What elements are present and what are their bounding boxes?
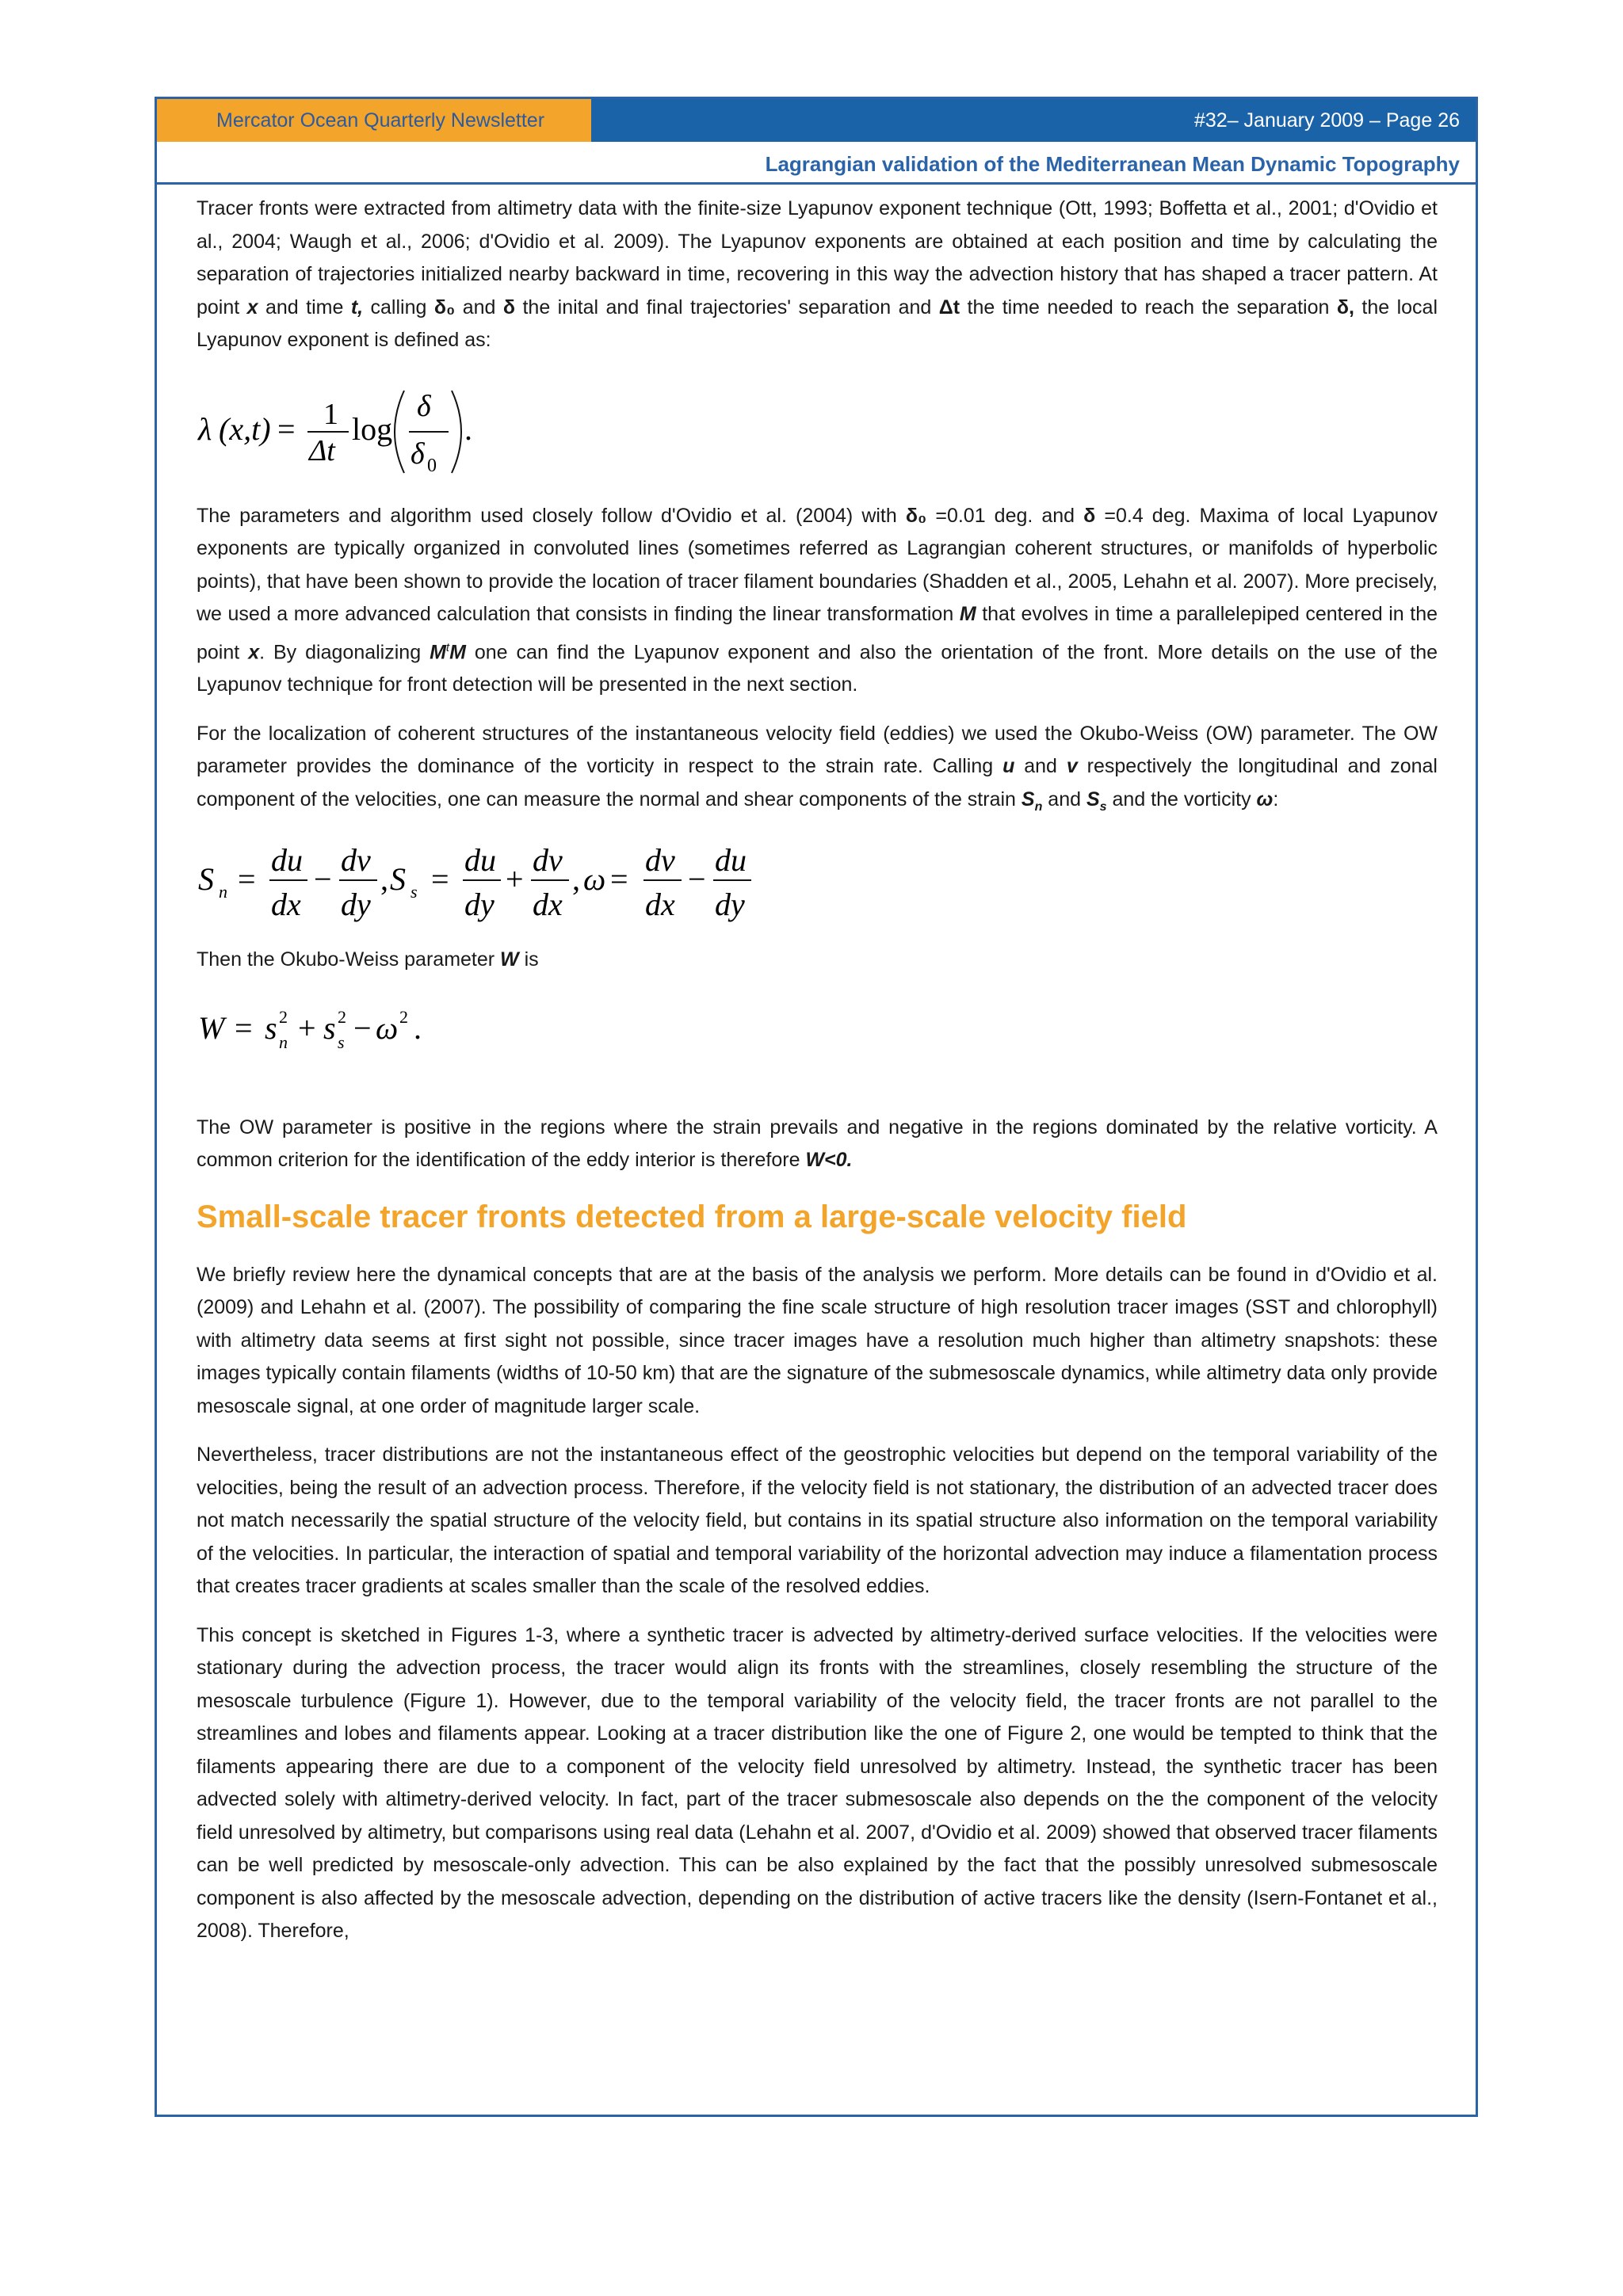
eq-equals: = <box>277 410 296 447</box>
eq-sup-2b: 2 <box>338 1006 346 1027</box>
page-frame <box>155 97 1478 2117</box>
eq-dx-3: dx <box>645 887 675 923</box>
eq-log: log <box>352 410 393 447</box>
eq-sup-2a: 2 <box>279 1006 288 1027</box>
eq-sub-zero: 0 <box>427 455 437 476</box>
eq-equals-2: = <box>431 861 449 898</box>
header-bar <box>157 99 1476 142</box>
eq-equals-1: = <box>238 861 256 898</box>
paragraph-temporal-variability: Nevertheless, tracer distributions are not the instantaneous effect of the geostrophic velocities but depend on the temporal variability of the velocities, being the result of an advection process. Therefore, if the velocity field is not stationary, the distribution of an advected tracer does not match necessarily the spatial structure of the velocity field, but contains in its spatial structure also information on the temporal variability of the velocities. In particular, the interaction of spatial and temporal variability of the horizontal advection may induce a filamentation process that creates tracer gradients at scales smaller than the scale of the resolved eddies. <box>197 1444 1438 1598</box>
paragraph-okubo-weiss: For the localization of coherent structures of the instantaneous velocity field (eddies) we used the Okubo-Weiss (OW) parameter. The OW parameter provides the dominance of the vorticity in respect to the strain rate. Calling u and v respectively the longitudinal and zonal component of the velocities, one can measure the normal and shear components of the strain $S_n$ and $S_s$ and the vorticity ω: <box>197 722 1438 814</box>
article-body <box>197 193 1438 1964</box>
eq-sub-n2: n <box>279 1032 288 1052</box>
eq-ow-omega: ω <box>376 1009 399 1046</box>
paragraph-fsle-intro: Tracer fronts were extracted from altimetry data with the finite-size Lyapunov exponent technique (Ott, 1993; Boffetta et al., 2001; d'Ovidio et al., 2004; Waugh et al., 2006; d'Ovidio et al. 2009). The Lyapunov exponents are obtained at each position and time by calculating the separation of trajectories initialized nearby backward in time, recovering in this way the advection history that has shaped a tracer pattern. At point x and time t, calling δ₀ and δ the inital and final trajectories' separation and Δt the time needed to reach the separation δ, the local Lyapunov exponent is defined as: <box>197 197 1438 351</box>
eq-W: W <box>198 1009 225 1046</box>
eq-ow-period: . <box>414 1009 422 1046</box>
eq-period: . <box>464 410 472 447</box>
article-title: Lagrangian validation of the Mediterranean Mean Dynamic Topography <box>157 142 1476 185</box>
issue-page-label: #32– January 2009 – Page 26 <box>591 99 1476 142</box>
eq-sub-s: s <box>411 882 418 902</box>
eq-delta: δ <box>417 389 431 423</box>
eq-delta-t: Δt <box>309 433 335 467</box>
eq-du-2: du <box>464 842 496 879</box>
section-heading: Small-scale tracer fronts detected from a large-scale velocity field <box>197 1199 1187 1234</box>
eq-equals-3: = <box>610 861 628 898</box>
eq-omega: ω <box>583 861 606 898</box>
paragraph-ow-intro: Then the Okubo-Weiss parameter W is <box>197 948 539 971</box>
eq-dx-2: dx <box>533 887 563 923</box>
eq-sub-s2: s <box>338 1032 345 1052</box>
eq-comma-1: , <box>380 861 388 898</box>
eq-ow-minus: − <box>353 1009 372 1046</box>
eq-comma-2: , <box>572 861 580 898</box>
paragraph-ow-criterion: The OW parameter is positive in the regions where the strain prevails and negative in the regions dominated by the relative vorticity. A common criterion for the identification of the eddy interior is therefore W<0. <box>197 1116 1438 1172</box>
eq-ow-equals: = <box>235 1009 253 1046</box>
eq-sup-2c: 2 <box>399 1006 408 1027</box>
eq-minus-1: − <box>314 861 332 898</box>
paragraph-parameters: The parameters and algorithm used closely follow d'Ovidio et al. (2004) with δ₀ =0.01 deg. and δ =0.4 deg. Maxima of local Lyapunov exponents are typically organized in convoluted lines (sometimes referred as Lagrangian coherent structures, or manifolds of hyperbolic points), that have been shown to provide the location of tracer filament boundaries (Shadden et al., 2005, Lehahn et al. 2007). More precisely, we used a more advanced calculation that consists in finding the linear transformation M that evolves in time a parallelepiped centered in the point x. By diagonalizing $M^tM$ one can find the Lyapunov exponent and also the orientation of the front. More details on the use of the Lyapunov technique for front detection will be presented in the next section. <box>197 504 1438 696</box>
eq-minus-2: − <box>688 861 706 898</box>
equation-ow <box>197 993 1438 1080</box>
eq-dx-1: dx <box>271 887 301 923</box>
equation-strain-vorticity <box>197 839 1438 934</box>
eq-s-n: S <box>198 861 214 898</box>
eq-du-1: du <box>271 842 303 879</box>
paragraph-synthetic-tracer: This concept is sketched in Figures 1-3, where a synthetic tracer is advected by altimetry-derived surface velocities. If the velocities were stationary during the advection process, the tracer would align its fronts with the streamlines, closely resembling the structure of the mesoscale turbulence (Figure 1). However, due to the temporal variability of the velocity field, the tracer fronts are not parallel to the streamlines and lobes and filaments appear. Looking at a tracer distribution like the one of Figure 2, one would be tempted to think that the filaments appearing there are due to a component of the velocity field unresolved by altimetry. Instead, the synthetic tracer has been advected solely with altimetry-derived velocity. In fact, part of the tracer submesoscale also depends on the the component of the velocity field unresolved by altimetry, but comparisons using real data (Lehahn et al. 2007, d'Ovidio et al. 2009) showed that observed tracer filaments can be well predicted by mesoscale-only advection. This can be also explained by the fact that the possibly unresolved submesoscale component is also affected by the mesoscale advection, depending on the distribution of active tracers like the density (Isern-Fontanet et al., 2008). Therefore, <box>197 1623 1438 1943</box>
eq-dv-1: dv <box>341 842 371 879</box>
eq-dv-2: dv <box>533 842 563 879</box>
eq-left-paren <box>395 391 404 473</box>
paragraph-dynamics-review: We briefly review here the dynamical concepts that are at the basis of the analysis we perform. More details can be found in d'Ovidio et al. (2009) and Lehahn et al. (2007). The possibility of comparing the fine scale structure of high resolution tracer images (SST and chlorophyll) with altimetry data seems at first sight not possible, since tracer images have a resolution much higher than altimetry snapshots: these images typically contain filaments (widths of 10-50 km) that are the signature of the submesoscale dynamics, while altimetry data only provide mesoscale signal, at one order of magnitude larger scale. <box>197 1263 1438 1417</box>
eq-du-3: du <box>715 842 747 879</box>
eq-dy-2: dy <box>464 887 495 923</box>
eq-s-s: S <box>390 861 406 898</box>
eq-lambda: λ <box>198 410 212 447</box>
eq-dv-3: dv <box>645 842 675 879</box>
eq-s-n-sq: s <box>265 1009 277 1046</box>
eq-args: (x,t) <box>219 410 271 447</box>
eq-dy-3: dy <box>715 887 745 923</box>
eq-numerator-one: 1 <box>323 397 338 431</box>
eq-ow-plus: + <box>298 1009 316 1046</box>
newsletter-title: Mercator Ocean Quarterly Newsletter <box>157 99 591 142</box>
eq-dy-1: dy <box>341 887 371 923</box>
eq-right-paren <box>452 391 461 473</box>
eq-plus-1: + <box>506 861 524 898</box>
eq-delta0: δ <box>411 437 425 471</box>
eq-sub-n: n <box>219 882 227 902</box>
eq-s-s-sq: s <box>323 1009 336 1046</box>
equation-lyapunov <box>197 373 1438 484</box>
